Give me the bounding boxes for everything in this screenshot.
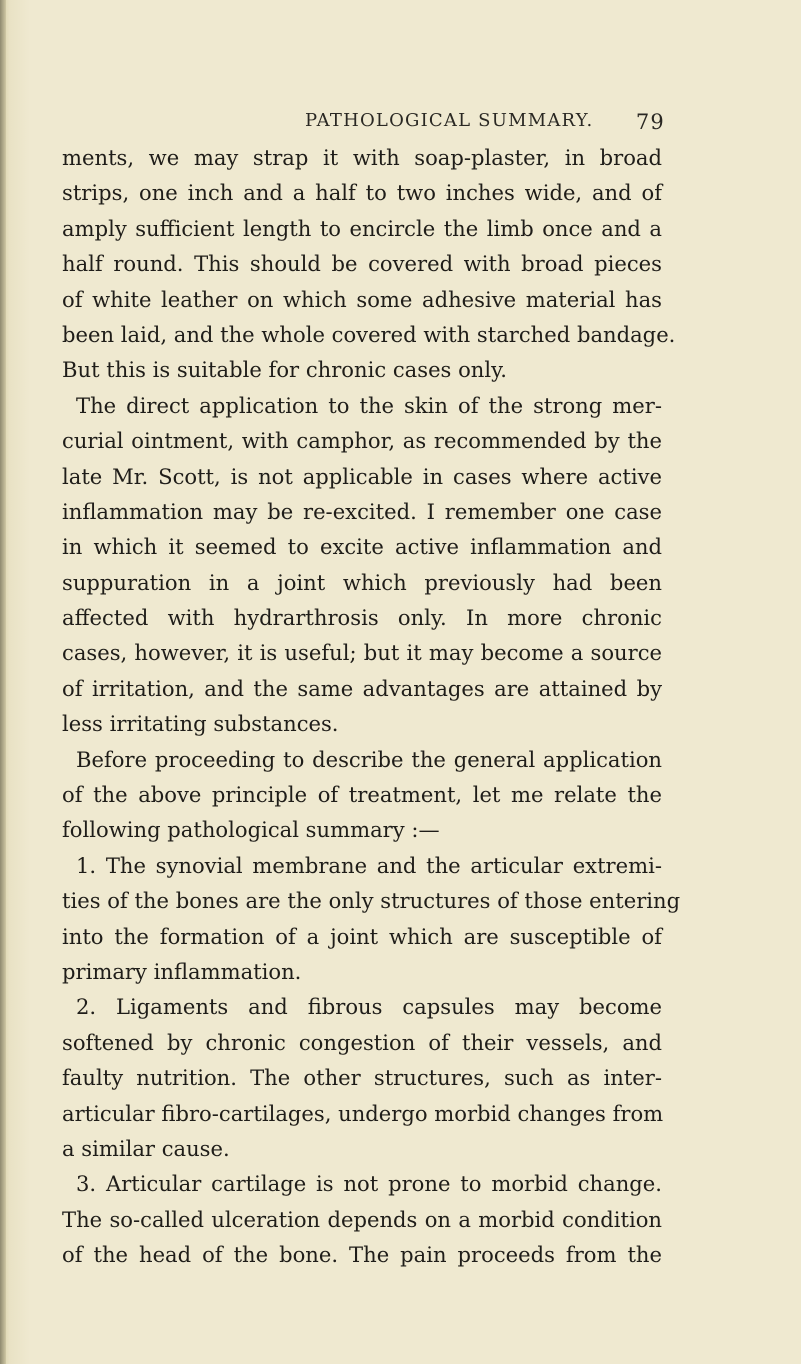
text-line: of white leather on which some adhesive material has — [62, 286, 662, 312]
text-line: suppuration in a joint which previously had been — [62, 569, 662, 595]
text-line: primary inflammation. — [62, 958, 302, 984]
text-line: late Mr. Scott, is not applicable in cases where active — [62, 463, 662, 489]
running-head — [145, 110, 665, 136]
text-line: a similar cause. — [62, 1135, 230, 1161]
text-line: inflammation may be re-excited. I remember one case — [62, 498, 662, 524]
text-line: faulty nutrition. The other structures, such as inter- — [62, 1065, 662, 1091]
text-line: cases, however, it is useful; but it may become a source — [62, 640, 662, 666]
text-line: following pathological summary :— — [62, 817, 440, 843]
text-line: The so-called ulceration depends on a morbid condition — [62, 1206, 662, 1232]
text-line: half round. This should be covered with broad pieces — [62, 251, 662, 277]
text-line: 3. Articular cartilage is not prone to morbid change. — [76, 1171, 662, 1197]
text-line: been laid, and the whole covered with starched bandage. — [62, 321, 676, 347]
text-line: less irritating substances. — [62, 711, 339, 737]
text-line: 2. Ligaments and fibrous capsules may become — [76, 994, 662, 1020]
text-line: in which it seemed to excite active inflammation and — [62, 534, 662, 560]
text-line: articular fibro-cartilages, undergo morbid changes from — [62, 1100, 664, 1126]
text-line: The direct application to the skin of the strong mer- — [76, 392, 662, 418]
text-line: ments, we may strap it with soap-plaster, in broad — [62, 145, 662, 170]
running-title: PATHOLOGICAL SUMMARY. — [305, 110, 594, 131]
text-line: ties of the bones are the only structures of those entering — [62, 888, 681, 914]
text-line: affected with hydrarthrosis only. In more chronic — [62, 605, 662, 631]
text-line: of the head of the bone. The pain proceeds from the — [62, 1242, 662, 1268]
body-text — [62, 140, 681, 1273]
text-line: of the above principle of treatment, let me relate the — [62, 782, 662, 808]
text-line: strips, one inch and a half to two inches wide, and of — [62, 180, 662, 206]
text-line: 1. The synovial membrane and the articular extremi- — [76, 852, 662, 878]
text-line: Before proceeding to describe the general application — [76, 746, 662, 772]
text-line: amply sufficient length to encircle the limb once and a — [62, 215, 662, 241]
text-line: curial ointment, with camphor, as recommended by the — [62, 428, 662, 454]
text-line: But this is suitable for chronic cases only. — [62, 357, 507, 383]
binding-edge — [0, 0, 6, 1364]
text-line: into the formation of a joint which are susceptible of — [62, 923, 662, 949]
page-number: 79 — [635, 110, 665, 134]
text-line: of irritation, and the same advantages are attained by — [62, 675, 662, 701]
text-line: softened by chronic congestion of their vessels, and — [62, 1029, 662, 1055]
